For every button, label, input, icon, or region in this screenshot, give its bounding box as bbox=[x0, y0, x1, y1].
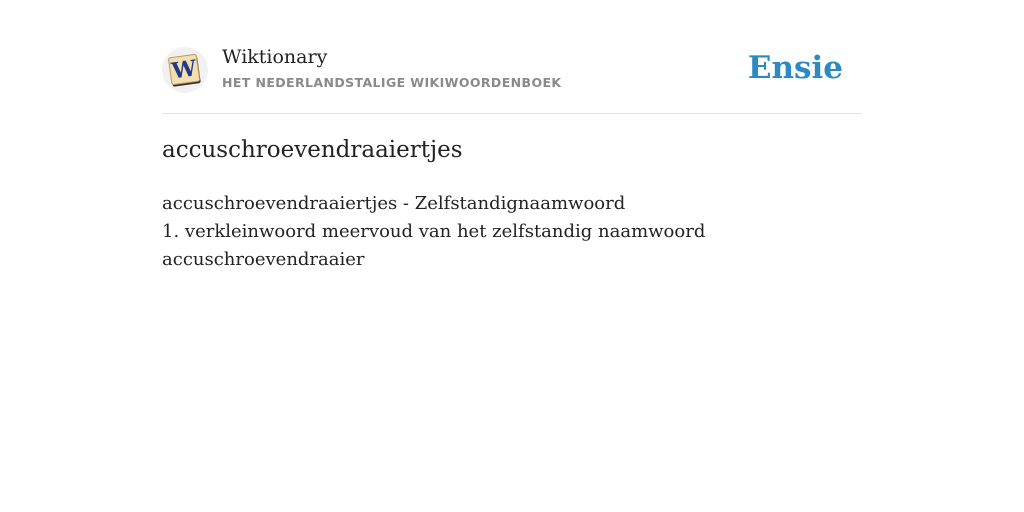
header bbox=[162, 0, 862, 114]
page-title: accuschroevendraaiertjes bbox=[162, 137, 463, 163]
entry-headline: accuschroevendraaiertjes - Zelfstandignaamwoord bbox=[162, 193, 626, 214]
logo-letter: W bbox=[170, 55, 199, 85]
page-container bbox=[162, 0, 862, 270]
wiktionary-logo-icon[interactable] bbox=[162, 47, 208, 93]
site-subtitle: HET NEDERLANDSTALIGE WIKIWOORDENBOEK bbox=[222, 75, 562, 90]
definition-text-line-2: accuschroevendraaier bbox=[162, 249, 365, 270]
site-name[interactable]: Wiktionary bbox=[222, 46, 328, 68]
ensie-brand-link[interactable]: Ensie bbox=[747, 50, 843, 86]
logo-tile-icon bbox=[162, 47, 208, 93]
definition-text-line-1: 1. verkleinwoord meervoud van het zelfstandig naamwoord bbox=[162, 221, 706, 242]
definition-entry bbox=[162, 190, 862, 274]
